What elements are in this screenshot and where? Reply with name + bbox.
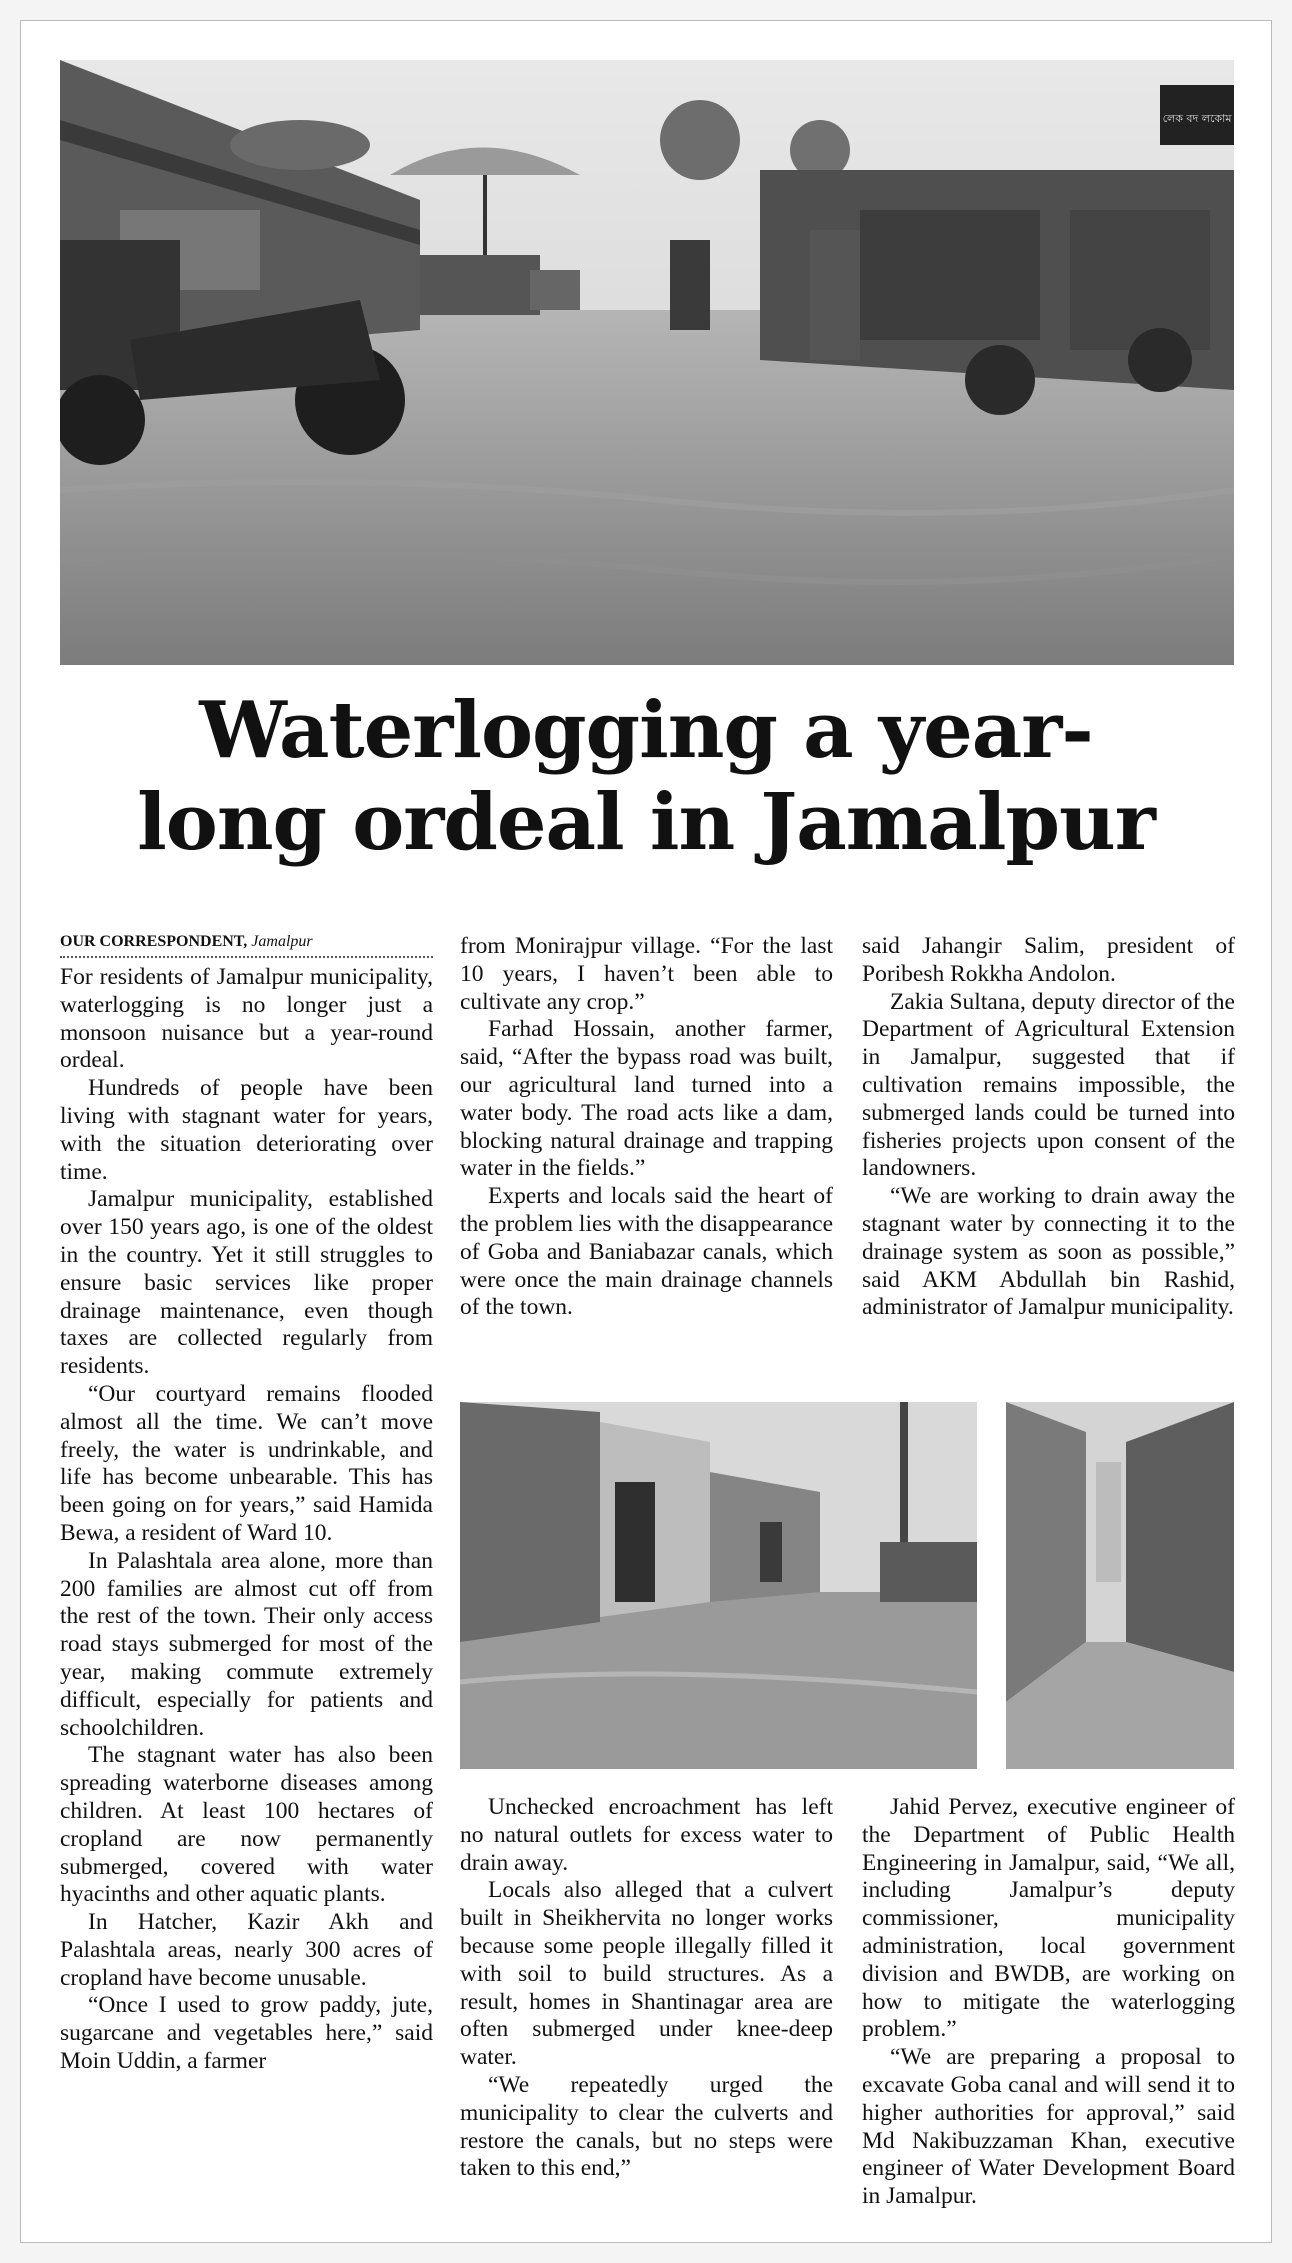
paragraph: Experts and locals said the heart of the problem lies with the disappearance of Goba and Baniabazar canals, which were once the main drainage channels of the town. (460, 1183, 833, 1321)
paragraph: Hundreds of people have been living with stagnant water for years, with the situation deteriorating over time. (60, 1075, 433, 1185)
top-photo-sign: লেক বদ লকোম (1162, 112, 1232, 125)
paragraph: Unchecked encroachment has left no natural outlets for excess water to drain away. (460, 1794, 833, 1876)
column-2-top (460, 933, 833, 1322)
flooded-lane-photo (460, 1402, 977, 1769)
top-photo (60, 60, 1234, 665)
byline-place: Jamalpur (251, 933, 313, 950)
paragraph: “Once I used to grow paddy, jute, sugarcane and vegetables here,” said Moin Uddin, a farmer (60, 1992, 433, 2075)
paragraph: Farhad Hossain, another farmer, said, “After the bypass road was built, our agricultural land turned into a water body. The road acts like a dam, blocking natural drainage and trapping water in the fields.” (460, 1016, 833, 1182)
paragraph: Locals also alleged that a culvert built in Sheikhervita no longer works because some people illegally filled it with soil to build structures. As a result, homes in Shantinagar area are often submerged under knee-deep water. (460, 1877, 833, 2071)
column-2-bottom (460, 1794, 833, 2183)
headline-line-1: Waterlogging a year- (199, 685, 1093, 776)
paragraph: Zakia Sultana, deputy director of the Department of Agricultural Extension in Jamalpur, suggested that if cultivation remains impossible, the submerged lands could be turned into fisheries projects upon consent of the landowners. (862, 988, 1235, 1182)
paragraph: Jamalpur municipality, established over 150 years ago, is one of the oldest in the country. Yet it still struggles to ensure basic services like proper drainage maintenance, even though taxes are collected regularly from residents. (60, 1186, 433, 1380)
paragraph: “We are preparing a proposal to excavate Goba canal and will send it to higher authorities for approval,” said Md Nakibuzzaman Khan, executive engineer of Water Development Board in Jamalpur. (862, 2044, 1235, 2210)
column-3-bottom (862, 1794, 1235, 2211)
paragraph: “We are working to drain away the stagnant water by connecting it to the drainage system as soon as possible,” said AKM Abdullah bin Rashid, administrator of Jamalpur municipality. (862, 1183, 1235, 1321)
column-3-top (862, 933, 1235, 1322)
byline (60, 932, 433, 958)
paragraph: from Monirajpur village. “For the last 10 years, I haven’t been able to cultivate any crop.” (460, 933, 833, 1015)
headline-line-2: long ordeal in Jamalpur (137, 777, 1155, 868)
flooded-alley-photo (1006, 1402, 1234, 1769)
byline-name: OUR CORRESPONDENT, (60, 933, 248, 950)
paragraph: In Palashtala area alone, more than 200 families are almost cut off from the rest of the town. Their only access road stays submerged for most of the year, making commute extremely difficult, especially for patients and schoolchildren. (60, 1547, 433, 1741)
paragraph: “Our courtyard remains flooded almost all the time. We can’t move freely, the water is undrinkable, and life has become unbearable. This has been going on for years,” said Hamida Bewa, a resident of Ward 10. (60, 1380, 433, 1546)
paragraph: In Hatcher, Kazir Akh and Palashtala areas, nearly 300 acres of cropland have become unusable. (60, 1909, 433, 1991)
paragraph: The stagnant water has also been spreading waterborne diseases among children. At least 100 hectares of cropland are now permanently submerged, covered with water hyacinths and other aquatic plants. (60, 1742, 433, 1908)
headline (60, 685, 1232, 869)
paragraph: “We repeatedly urged the municipality to clear the culverts and restore the canals, but no steps were taken to this end,” (460, 2071, 833, 2182)
paragraph: said Jahangir Salim, president of Poribesh Rokkha Andolon. (862, 933, 1235, 987)
column-1 (60, 932, 433, 2076)
paragraph: For residents of Jamalpur municipality, waterlogging is no longer just a monsoon nuisance but a year-round ordeal. (60, 964, 433, 1074)
paragraph: Jahid Pervez, executive engineer of the Department of Public Health Engineering in Jamalpur, said, “We all, including Jamalpur’s deputy commissioner, municipality administration, local government division and BWDB, are working on how to mitigate the waterlogging problem.” (862, 1794, 1235, 2043)
